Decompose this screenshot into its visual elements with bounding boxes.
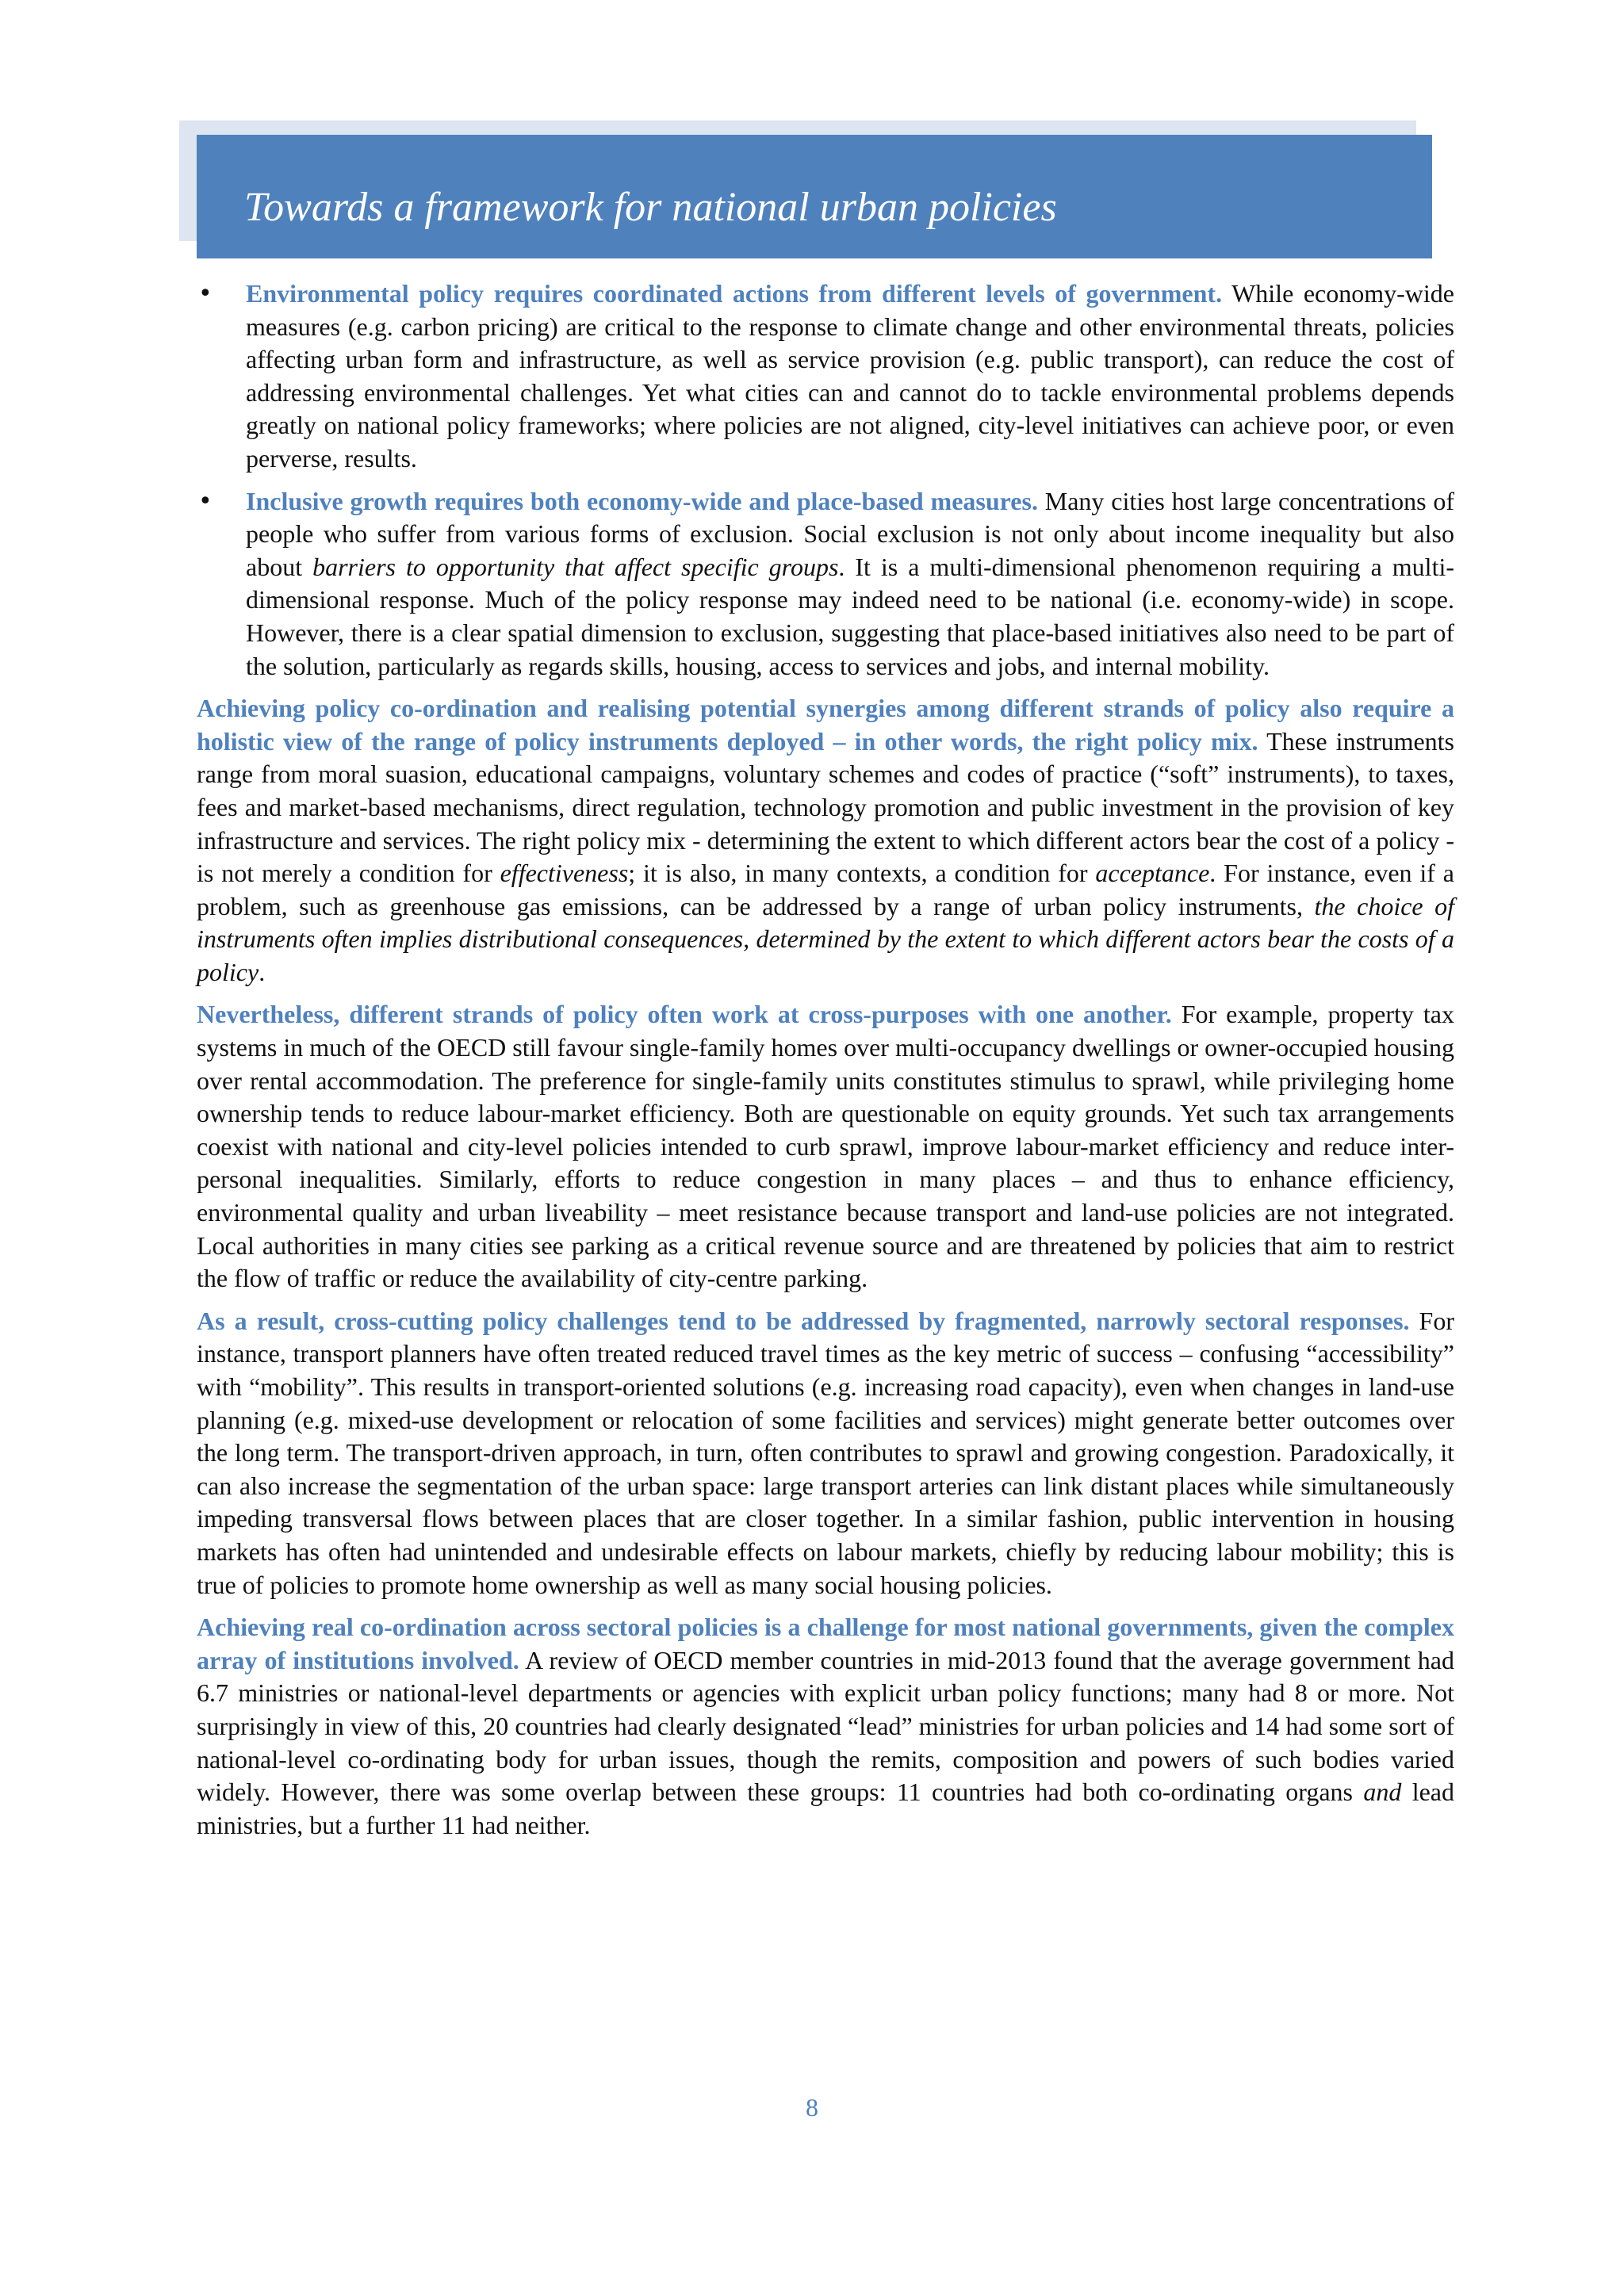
page-number: 8 xyxy=(806,2093,818,2122)
paragraph-text: A review of OECD member countries in mid-2013 found that the average government had 6.7 ministries or national-level departments or agencies with explicit urban policy functions; many had 8 or more. Not surprisingly in view of this, 20 countries had clearly designated “lead” ministries for urban policies and 14 had some sort of national-level co-ordinating body for urban issues, though the remits, composition and powers of such bodies varied widely. However, there was some overlap between these groups: 11 countries had both co-ordinating organs xyxy=(197,1645,1455,1807)
paragraph-emphasis: the choice of instruments often implies distributional consequences, determined by the extent to which different actors bear the costs of a policy xyxy=(197,891,1455,986)
paragraph-text: . xyxy=(259,957,266,986)
bullet-list xyxy=(197,277,1454,683)
paragraph-lead: Nevertheless, different strands of policy often work at cross-purposes with one another. xyxy=(197,1000,1172,1029)
bullet-lead: Inclusive growth requires both economy-wide and place-based measures. xyxy=(246,486,1038,515)
bullet-icon: • xyxy=(198,280,213,308)
paragraph-emphasis: effectiveness xyxy=(500,859,629,888)
paragraph-emphasis: acceptance xyxy=(1095,859,1210,888)
paragraph-text: ; it is also, in many contexts, a condition for xyxy=(628,859,1096,888)
bullet-icon: • xyxy=(198,487,213,515)
paragraph-text: These instruments range from moral suasion, educational campaigns, voluntary schemes and codes of practice (“soft” instruments), to taxes, fees and market-based mechanisms, direct regulation, technology promotion and public investment in the provision of key infrastructure and services. The right policy mix - determining the extent to which different actors bear the cost of a policy - is not merely a condition for xyxy=(197,726,1455,888)
bullet-text: . It is a multi-dimensional phenomenon requiring a multi-dimensional response. Much of the policy response may indeed need to be national (i.e. economy-wide) in scope. However, there is a clear spatial dimension to exclusion, suggesting that place-based initiatives also need to be part of the solution, particularly as regards skills, housing, access to services and jobs, and internal mobility. xyxy=(246,552,1455,680)
paragraph-cross-purposes xyxy=(197,998,1454,1295)
paragraph-fragmented-responses xyxy=(197,1305,1454,1601)
bullet-environmental-policy xyxy=(197,277,1454,476)
paragraph-lead: Achieving real co-ordination across sectoral policies is a challenge for most national governments, given the complex array of institutions involved. xyxy=(197,1613,1454,1674)
paragraph-lead: Achieving policy co-ordination and realising potential synergies among different strands of policy also require a holistic view of the range of policy instruments deployed – in other words, the right policy mix. xyxy=(197,694,1454,756)
bullet-text: While economy-wide measures (e.g. carbon pricing) are critical to the response to climate change and other environmental threats, policies affecting urban form and infrastructure, as well as service provision (e.g. public transport), can reduce the cost of addressing environmental challenges. Yet what cities can and cannot do to tackle environmental problems depends greatly on national policy frameworks; where policies are not aligned, city-level initiatives can achieve poor, or even perverse, results. xyxy=(246,279,1455,473)
bullet-inclusive-growth xyxy=(197,485,1454,683)
section-banner xyxy=(197,135,1432,258)
paragraph-coordination-challenge xyxy=(197,1611,1454,1842)
paragraph-emphasis: and xyxy=(1363,1777,1402,1807)
bullet-text: Many cities host large concentrations of people who suffer from various forms of exclusion. Social exclusion is not only about income inequality but also about xyxy=(246,486,1455,581)
paragraph-policy-mix xyxy=(197,692,1454,989)
paragraph-lead: As a result, cross-cutting policy challenges tend to be addressed by fragmented, narrowly sectoral responses. xyxy=(197,1306,1410,1335)
paragraph-text: For instance, transport planners have often treated reduced travel times as the key metric of success – confusing “accessibility” with “mobility”. This results in transport-oriented solutions (e.g. increasing road capacity), even when changes in land-use planning (e.g. mixed-use development or relocation of some facilities and services) might generate better outcomes over the long term. The transport-driven approach, in turn, often contributes to sprawl and growing congestion. Paradoxically, it can also increase the segmentation of the urban space: large transport arteries can link distant places while simultaneously impeding transversal flows between places that are closer together. In a similar fashion, public intervention in housing markets has often had unintended and undesirable effects on labour markets, chiefly by reducing labour mobility; this is true of policies to promote home ownership as well as many social housing policies. xyxy=(197,1306,1455,1599)
section-title: Towards a framework for national urban policies xyxy=(244,185,1057,230)
document-body xyxy=(197,277,1454,1851)
paragraph-text: lead ministries, but a further 11 had neither. xyxy=(197,1777,1455,1839)
bullet-emphasis: barriers to opportunity that affect specific groups xyxy=(312,552,839,581)
paragraph-text: . For instance, even if a problem, such as greenhouse gas emissions, can be addressed by a range of urban policy instruments, xyxy=(197,859,1455,920)
bullet-lead: Environmental policy requires coordinated actions from different levels of government. xyxy=(246,279,1223,308)
paragraph-text: For example, property tax systems in much of the OECD still favour single-family homes over multi-occupancy dwellings or owner-occupied housing over rental accommodation. The preference for single-family units constitutes stimulus to sprawl, while privileging home ownership tends to reduce labour-market efficiency. Both are questionable on equity grounds. Yet such tax arrangements coexist with national and city-level policies intended to curb sprawl, improve labour-market efficiency and reduce inter-personal inequalities. Similarly, efforts to reduce congestion in many places – and thus to enhance efficiency, environmental quality and urban liveability – meet resistance because transport and land-use policies are not integrated. Local authorities in many cities see parking as a critical revenue source and are threatened by policies that aim to restrict the flow of traffic or reduce the availability of city-centre parking. xyxy=(197,1000,1455,1293)
